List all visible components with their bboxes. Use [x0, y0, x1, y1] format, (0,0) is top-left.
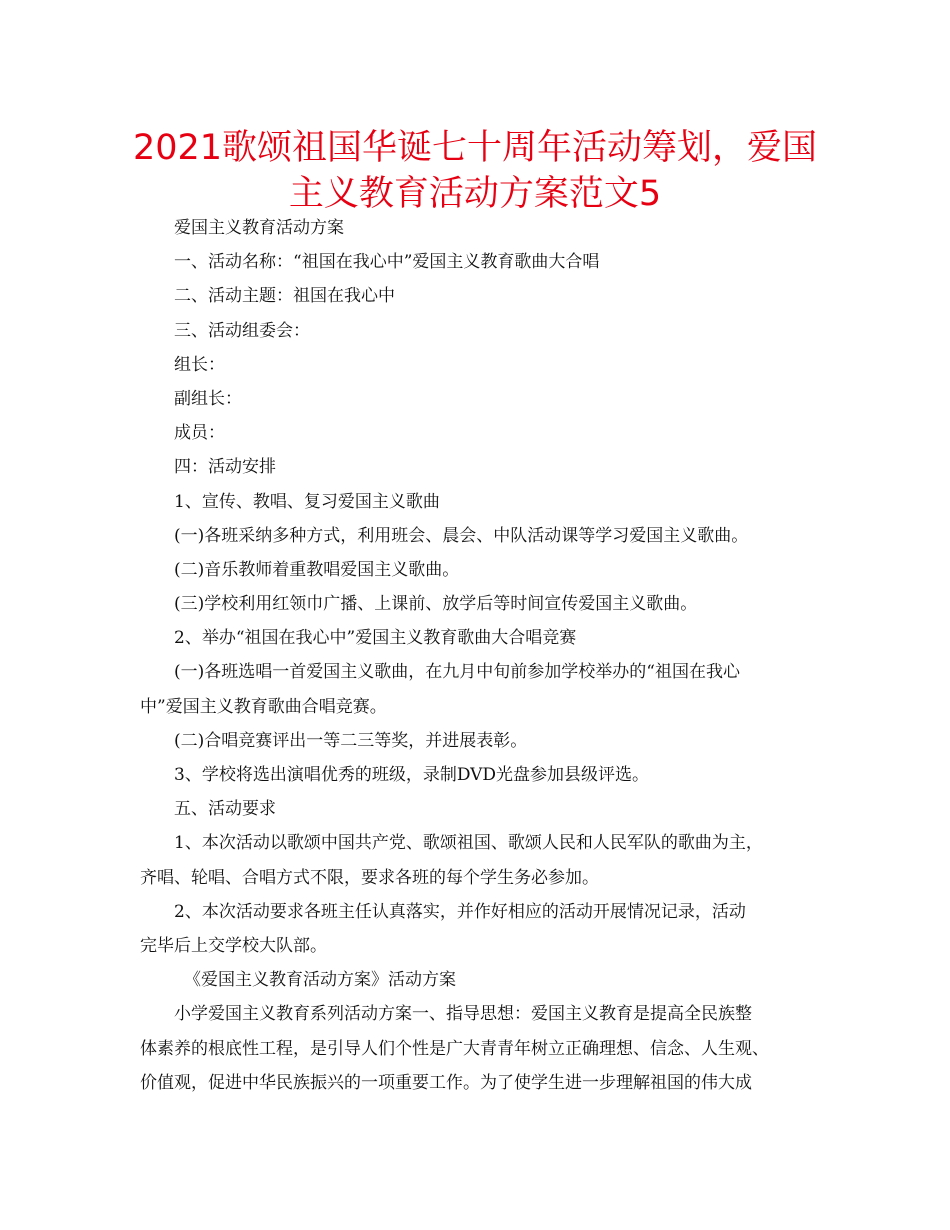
paragraph-line: 2、举办“祖国在我心中”爱国主义教育歌曲大合唱竞赛 — [174, 628, 577, 649]
paragraph-line: 成员： — [174, 423, 225, 444]
paragraph-line: 小学爱国主义教育系列活动方案一、指导思想：爱国主义教育是提高全民族整 — [174, 1004, 752, 1025]
paragraph-line: 1、宣传、教唱、复习爱国主义歌曲 — [174, 491, 440, 512]
document-body — [140, 211, 840, 1100]
paragraph-line: 齐唱、轮唱、合唱方式不限，要求各班的每个学生务必参加。 — [140, 867, 599, 888]
paragraph-line: 五、活动要求 — [174, 799, 276, 820]
paragraph-line: (二)合唱竞赛评出一等二三等奖，并进展表彰。 — [174, 730, 528, 751]
paragraph-line: 体素养的根底性工程，是引导人们个性是广大青青年树立正确理想、信念、人生观、 — [140, 1038, 769, 1059]
paragraph-line: 1、本次活动以歌颂中国共产党、歌颂祖国、歌颂人民和人民军队的歌曲为主， — [174, 833, 763, 854]
paragraph-line: 3、学校将选出演唱优秀的班级，录制DVD光盘参加县级评选。 — [174, 765, 650, 785]
paragraph-line: 爱国主义教育活动方案 — [174, 218, 344, 238]
paragraph-line: (二)音乐教师着重教唱爱国主义歌曲。 — [174, 559, 460, 580]
paragraph-line: 中”爱国主义教育歌曲合唱竞赛。 — [140, 696, 387, 717]
paragraph-line: (一)各班采纳多种方式，利用班会、晨会、中队活动课等学习爱国主义歌曲。 — [174, 525, 749, 546]
paragraph-line: (三)学校利用红领巾广播、上课前、放学后等时间宣传爱国主义歌曲。 — [174, 594, 698, 615]
paragraph-line: 副组长： — [174, 388, 242, 409]
paragraph-line: 2、本次活动要求各班主任认真落实，并作好相应的活动开展情况记录，活动 — [174, 901, 746, 922]
paragraph-line: 一、活动名称：“祖国在我心中”爱国主义教育歌曲大合唱 — [174, 252, 600, 273]
paragraph-line: 价值观，促进中华民族振兴的一项重要工作。为了使学生进一步理解祖国的伟大成 — [140, 1072, 752, 1093]
paragraph-line: 《爱国主义教育活动方案》活动方案 — [184, 970, 456, 991]
paragraph-line: 三、活动组委会： — [174, 320, 310, 341]
paragraph-line: (一)各班选唱一首爱国主义歌曲，在九月中旬前参加学校举办的“祖国在我心 — [174, 662, 740, 683]
paragraph-line: 二、活动主题：祖国在我心中 — [174, 286, 395, 307]
paragraph-line: 组长： — [174, 354, 225, 375]
document-title: 2021歌颂祖国华诞七十周年活动筹划，爱国主义教育活动方案范文5 — [132, 128, 818, 214]
paragraph-line: 四：活动安排 — [174, 457, 276, 478]
paragraph-line: 完毕后上交学校大队部。 — [140, 935, 327, 956]
